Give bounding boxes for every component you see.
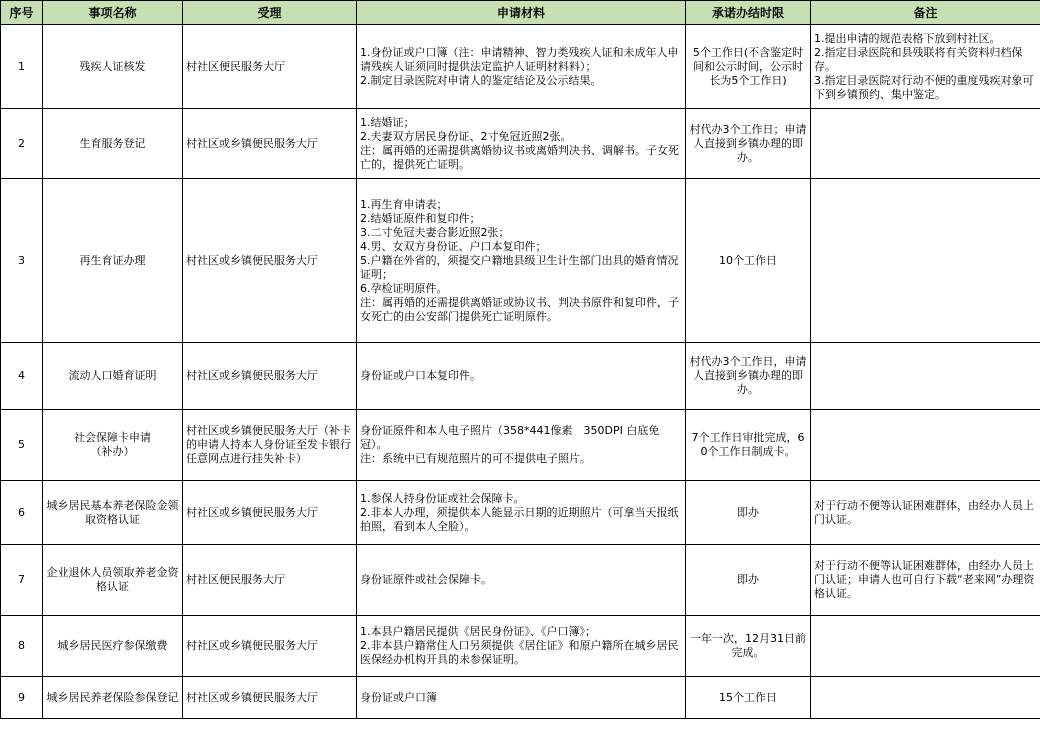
cell-materials[interactable]: 1.身份证或户口簿（注：申请精神、智力类残疾人证和未成年人申请残疾人证须同时提供法定监护人证明材料料）； 2.制定目录医院对申请人的鉴定结论及公示结果。 <box>357 25 686 109</box>
cell-no[interactable]: 4 <box>1 343 43 410</box>
cell-place[interactable]: 村社区或乡镇便民服务大厅 <box>183 109 357 179</box>
cell-no[interactable]: 5 <box>1 410 43 481</box>
header-note[interactable]: 备注 <box>811 1 1040 25</box>
cell-materials[interactable]: 身份证原件和本人电子照片（358*441像素 350DPI 白底免冠）。 注：系统中已有规范照片的可不提供电子照片。 <box>357 410 686 481</box>
cell-place[interactable]: 村社区或乡镇便民服务大厅 <box>183 677 357 719</box>
cell-note[interactable]: 1.提出申请的规范表格下放到村社区。 2.指定目录医院和县残联将有关资料归档保存。 3.指定目录医院对行动不便的重度残疾对象可下到乡镇预约、集中鉴定。 <box>811 25 1040 109</box>
table-row <box>1 109 1040 179</box>
header-materials[interactable]: 申请材料 <box>357 1 686 25</box>
cell-limit[interactable]: 10个工作日 <box>686 179 811 343</box>
cell-limit[interactable]: 7个工作日审批完成，60个工作日制成卡。 <box>686 410 811 481</box>
cell-materials[interactable]: 1.本县户籍居民提供《居民身份证》、《户口簿》； 2.非本县户籍常住人口另须提供《居住证》和原户籍所在城乡居民医保经办机构开具的未参保证明。 <box>357 616 686 677</box>
cell-note[interactable] <box>811 109 1040 179</box>
table-row <box>1 179 1040 343</box>
cell-name[interactable]: 残疾人证核发 <box>43 25 183 109</box>
header-place[interactable]: 受理 <box>183 1 357 25</box>
table-row <box>1 481 1040 545</box>
table-row <box>1 677 1040 719</box>
header-no[interactable]: 序号 <box>1 1 43 25</box>
cell-note[interactable] <box>811 616 1040 677</box>
cell-materials[interactable]: 身份证或户口本复印件。 <box>357 343 686 410</box>
table-row <box>1 616 1040 677</box>
cell-place[interactable]: 村社区或乡镇便民服务大厅（补卡的申请人持本人身份证至发卡银行任意网点进行挂失补卡） <box>183 410 357 481</box>
cell-name[interactable]: 城乡居民医疗参保缴费 <box>43 616 183 677</box>
cell-name[interactable]: 再生育证办理 <box>43 179 183 343</box>
cell-note[interactable] <box>811 677 1040 719</box>
cell-place[interactable]: 村社区便民服务大厅 <box>183 25 357 109</box>
cell-materials[interactable]: 1.再生育申请表； 2.结婚证原件和复印件； 3.二寸免冠夫妻合影近照2张； 4.男、女双方身份证、户口本复印件； 5.户籍在外省的，须提交户籍地县级卫生计生部门出具的婚育情况证明； 6.孕检证明原件。 注：属再婚的还需提供离婚证或协议书、判决书原件和复印件，子女死亡的由公安部门提供死亡证明原件。 <box>357 179 686 343</box>
cell-name[interactable]: 城乡居民养老保险参保登记 <box>43 677 183 719</box>
cell-note[interactable]: 对于行动不便等认证困难群体，由经办人员上门认证；申请人也可自行下载“老来网”办理资格认证。 <box>811 545 1040 616</box>
cell-name[interactable]: 生育服务登记 <box>43 109 183 179</box>
cell-no[interactable]: 6 <box>1 481 43 545</box>
cell-limit[interactable]: 一年一次，12月31日前完成。 <box>686 616 811 677</box>
cell-note[interactable]: 对于行动不便等认证困难群体，由经办人员上门认证。 <box>811 481 1040 545</box>
cell-no[interactable]: 8 <box>1 616 43 677</box>
cell-limit[interactable]: 村代办3个工作日，申请人直接到乡镇办理的即办。 <box>686 343 811 410</box>
cell-name[interactable]: 城乡居民基本养老保险金领取资格认证 <box>43 481 183 545</box>
cell-limit[interactable]: 村代办3个工作日；申请人直接到乡镇办理的即办。 <box>686 109 811 179</box>
cell-limit[interactable]: 5个工作日(不含鉴定时间和公示时间，公示时长为5个工作日) <box>686 25 811 109</box>
table-row <box>1 410 1040 481</box>
cell-no[interactable]: 7 <box>1 545 43 616</box>
cell-place[interactable]: 村社区或乡镇便民服务大厅 <box>183 179 357 343</box>
cell-name[interactable]: 流动人口婚育证明 <box>43 343 183 410</box>
table-row <box>1 343 1040 410</box>
header-name[interactable]: 事项名称 <box>43 1 183 25</box>
cell-materials[interactable]: 1.参保人持身份证或社会保障卡。 2.非本人办理，须提供本人能显示日期的近期照片（可拿当天报纸拍照，看到本人全脸）。 <box>357 481 686 545</box>
cell-note[interactable] <box>811 179 1040 343</box>
header-row <box>1 1 1040 25</box>
cell-place[interactable]: 村社区或乡镇便民服务大厅 <box>183 616 357 677</box>
cell-no[interactable]: 1 <box>1 25 43 109</box>
cell-materials[interactable]: 身份证原件或社会保障卡。 <box>357 545 686 616</box>
cell-name[interactable]: 社会保障卡申请 （补办） <box>43 410 183 481</box>
cell-place[interactable]: 村社区便民服务大厅 <box>183 545 357 616</box>
header-limit[interactable]: 承诺办结时限 <box>686 1 811 25</box>
cell-name[interactable]: 企业退休人员领取养老金资格认证 <box>43 545 183 616</box>
cell-note[interactable] <box>811 343 1040 410</box>
cell-no[interactable]: 3 <box>1 179 43 343</box>
cell-place[interactable]: 村社区或乡镇便民服务大厅 <box>183 343 357 410</box>
table-row <box>1 25 1040 109</box>
cell-note[interactable] <box>811 410 1040 481</box>
cell-limit[interactable]: 即办 <box>686 481 811 545</box>
cell-materials[interactable]: 1.结婚证； 2.夫妻双方居民身份证、2寸免冠近照2张。 注：属再婚的还需提供离婚协议书或离婚判决书、调解书。子女死亡的，提供死亡证明。 <box>357 109 686 179</box>
cell-limit[interactable]: 15个工作日 <box>686 677 811 719</box>
cell-limit[interactable]: 即办 <box>686 545 811 616</box>
table-row <box>1 545 1040 616</box>
cell-place[interactable]: 村社区或乡镇便民服务大厅 <box>183 481 357 545</box>
cell-materials[interactable]: 身份证或户口簿 <box>357 677 686 719</box>
cell-no[interactable]: 2 <box>1 109 43 179</box>
cell-no[interactable]: 9 <box>1 677 43 719</box>
